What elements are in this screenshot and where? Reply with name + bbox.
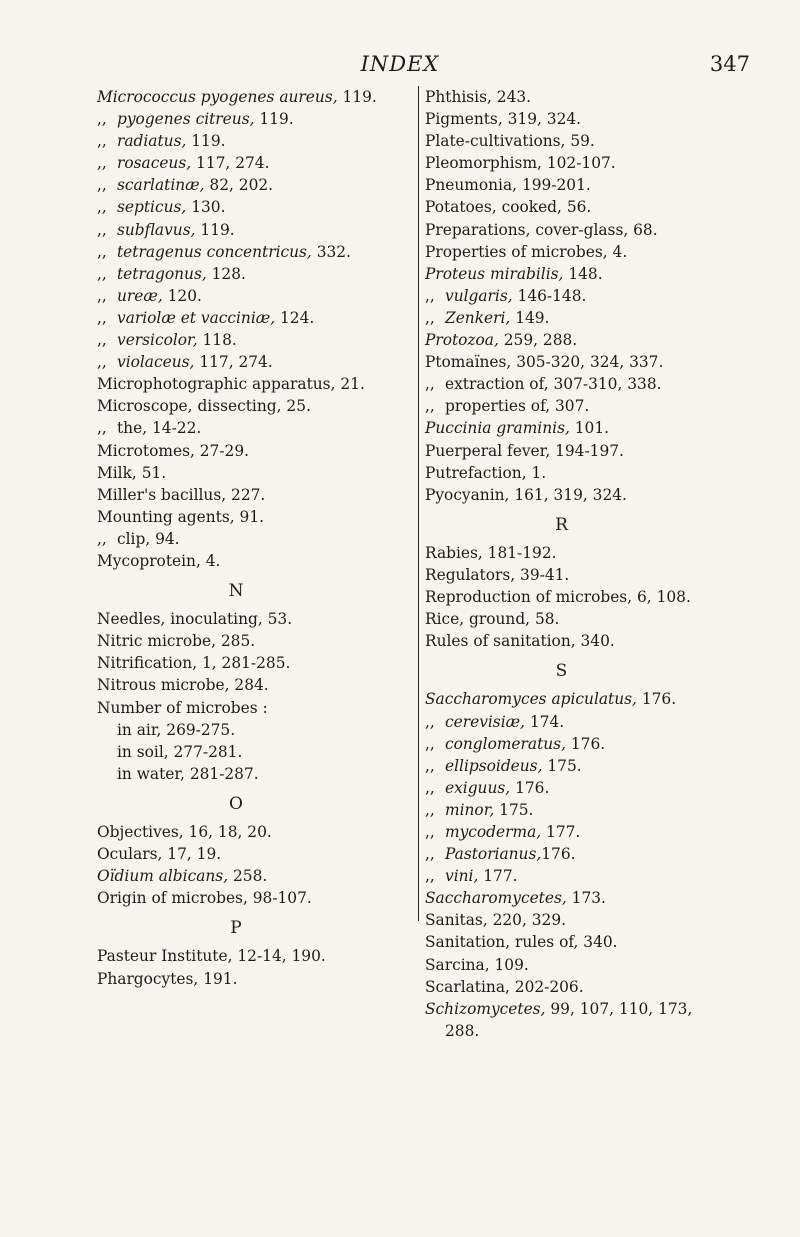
entry-text: 99, 107, 110, 173, 288. bbox=[445, 999, 698, 1040]
entry-text: Preparations, cover-glass, 68. bbox=[425, 220, 658, 239]
entry-text: 259, 288. bbox=[498, 331, 578, 350]
index-entry bbox=[425, 755, 718, 777]
entry-text: 175. bbox=[542, 756, 582, 775]
index-entry bbox=[425, 86, 718, 108]
index-entry bbox=[97, 719, 395, 741]
entry-text: 149. bbox=[510, 308, 550, 327]
ditto-mark: ,, bbox=[97, 198, 107, 217]
entry-text: Reproduction of microbes, 6, 108. bbox=[425, 588, 691, 607]
ditto-mark: ,, bbox=[425, 397, 435, 416]
entry-text: Mycoprotein, 4. bbox=[97, 551, 221, 570]
entry-text: 146-148. bbox=[512, 286, 587, 305]
index-entry bbox=[97, 241, 395, 263]
index-entry bbox=[97, 843, 395, 865]
index-entry-list bbox=[425, 688, 718, 1042]
entry-text: clip, 94. bbox=[117, 529, 180, 548]
entry-text: Pasteur Institute, 12-14, 190. bbox=[97, 947, 326, 966]
index-entry bbox=[425, 998, 718, 1042]
entry-text: Nitric microbe, 285. bbox=[97, 632, 256, 651]
entry-text: 119. bbox=[337, 88, 377, 106]
entry-term: rosaceus, bbox=[117, 154, 192, 173]
entry-text: Needles, inoculating, 53. bbox=[97, 610, 293, 629]
index-entry bbox=[97, 674, 395, 696]
index-entry bbox=[97, 86, 395, 108]
entry-text: Potatoes, cooked, 56. bbox=[425, 198, 592, 217]
entry-text: Puerperal fever, 194-197. bbox=[425, 441, 624, 460]
entry-text: 119. bbox=[186, 132, 226, 151]
ditto-mark: ,, bbox=[425, 375, 435, 394]
entry-text: 130. bbox=[186, 198, 226, 217]
index-entry bbox=[97, 821, 395, 843]
entry-text: 101. bbox=[569, 419, 610, 438]
entry-text: Regulators, 39-41. bbox=[425, 565, 570, 584]
index-entry bbox=[97, 528, 395, 550]
index-entry bbox=[425, 219, 718, 241]
ditto-mark: ,, bbox=[97, 220, 107, 239]
entry-text: properties of, 307. bbox=[445, 397, 590, 416]
entry-text: Number of microbes : bbox=[97, 698, 268, 717]
index-entry bbox=[425, 484, 718, 506]
section-heading-o: O bbox=[229, 793, 243, 814]
ditto-mark: ,, bbox=[97, 132, 107, 151]
index-entry bbox=[425, 564, 718, 586]
entry-text: Origin of microbes, 98-107. bbox=[97, 889, 312, 908]
entry-text: Sanitation, rules of, 340. bbox=[425, 933, 618, 952]
index-entry bbox=[425, 777, 718, 799]
ditto-mark: ,, bbox=[425, 756, 435, 775]
index-entry bbox=[425, 887, 718, 909]
entry-term: Schizomycetes, bbox=[425, 999, 546, 1018]
entry-text: Nitrification, 1, 281-285. bbox=[97, 654, 291, 673]
index-entry bbox=[97, 550, 395, 572]
index-entry bbox=[425, 440, 718, 462]
index-entry bbox=[97, 484, 395, 506]
entry-text: Nitrous microbe, 284. bbox=[97, 676, 269, 695]
index-entry bbox=[97, 351, 395, 373]
index-entry bbox=[425, 630, 718, 652]
running-title: INDEX bbox=[360, 52, 440, 76]
entry-text: 173. bbox=[566, 889, 606, 908]
entry-text: 176. bbox=[636, 690, 677, 709]
entry-term: mycoderma, bbox=[445, 823, 542, 841]
ditto-mark: ,, bbox=[97, 419, 107, 438]
index-entry bbox=[425, 608, 718, 630]
entry-term: pyogenes citreus, bbox=[117, 110, 255, 129]
index-entry bbox=[97, 417, 395, 439]
index-entry bbox=[425, 688, 718, 710]
index-entry bbox=[425, 130, 718, 152]
entry-term: vini, bbox=[445, 867, 479, 886]
ditto-mark: ,, bbox=[425, 845, 435, 864]
ditto-mark: ,, bbox=[425, 734, 435, 753]
entry-text: 148. bbox=[563, 264, 603, 283]
ditto-mark: ,, bbox=[425, 286, 435, 305]
index-entry bbox=[425, 395, 718, 417]
index-entry bbox=[425, 733, 718, 755]
entry-text: 120. bbox=[162, 286, 202, 305]
index-entry bbox=[97, 285, 395, 307]
entry-text: 177. bbox=[478, 867, 518, 886]
index-entry bbox=[425, 586, 718, 608]
entry-text: extraction of, 307-310, 338. bbox=[445, 375, 662, 394]
index-entry bbox=[425, 865, 718, 887]
entry-term: tetragonus, bbox=[117, 264, 207, 283]
entry-text: Ptomaïnes, 305-320, 324, 337. bbox=[425, 353, 664, 372]
ditto-mark: ,, bbox=[425, 867, 435, 886]
section-heading-s: S bbox=[555, 661, 568, 682]
ditto-mark: ,, bbox=[425, 308, 435, 327]
index-entry bbox=[425, 542, 718, 564]
entry-text: in water, 281-287. bbox=[117, 764, 259, 783]
entry-term: Pastorianus, bbox=[445, 845, 542, 864]
entry-term: Oïdium albicans, bbox=[97, 867, 229, 886]
index-entry bbox=[425, 909, 718, 931]
entry-text: Phthisis, 243. bbox=[425, 88, 532, 106]
entry-text: Pleomorphism, 102-107. bbox=[425, 154, 616, 173]
index-entry bbox=[425, 954, 718, 976]
entry-text: 117, 274. bbox=[191, 154, 270, 173]
index-entry bbox=[425, 843, 718, 865]
index-entry bbox=[97, 219, 395, 241]
section-heading-n: N bbox=[228, 581, 244, 602]
ditto-mark: ,, bbox=[425, 712, 435, 731]
entry-text: Oculars, 17, 19. bbox=[97, 845, 222, 864]
entry-term: Micrococcus pyogenes aureus, bbox=[97, 88, 338, 106]
entry-text: 258. bbox=[228, 867, 268, 886]
entry-text: 177. bbox=[541, 823, 581, 841]
entry-text: Objectives, 16, 18, 20. bbox=[97, 823, 272, 841]
entry-term: subflavus, bbox=[117, 220, 196, 239]
index-entry bbox=[425, 307, 718, 329]
ditto-mark: ,, bbox=[97, 353, 107, 372]
entry-term: conglomeratus, bbox=[445, 734, 566, 753]
entry-text: Rice, ground, 58. bbox=[425, 610, 560, 629]
entry-term: septicus, bbox=[117, 198, 187, 217]
entry-text: 175. bbox=[494, 800, 534, 819]
entry-text: Microphotographic apparatus, 21. bbox=[97, 375, 365, 394]
entry-text: Milk, 51. bbox=[97, 463, 167, 482]
index-entry-list bbox=[97, 86, 395, 572]
entry-text: 128. bbox=[206, 264, 246, 283]
index-entry bbox=[97, 697, 395, 719]
entry-text: Rules of sanitation, 340. bbox=[425, 632, 615, 651]
index-entry bbox=[425, 152, 718, 174]
section-heading-p: P bbox=[230, 918, 242, 939]
entry-text: the, 14-22. bbox=[117, 419, 202, 438]
page-number: 347 bbox=[709, 52, 750, 76]
index-entry bbox=[425, 373, 718, 395]
ditto-mark: ,, bbox=[97, 264, 107, 283]
index-entry bbox=[425, 285, 718, 307]
entry-text: 117, 274. bbox=[194, 353, 273, 372]
entry-term: scarlatinæ, bbox=[117, 176, 205, 195]
ditto-mark: ,, bbox=[425, 800, 435, 819]
index-entry-list bbox=[97, 608, 395, 785]
index-entry bbox=[97, 307, 395, 329]
ditto-mark: ,, bbox=[97, 242, 107, 261]
index-entry bbox=[425, 931, 718, 953]
entry-term: Puccinia graminis, bbox=[425, 419, 570, 438]
index-entry bbox=[97, 440, 395, 462]
entry-term: vulgaris, bbox=[445, 286, 513, 305]
page-header bbox=[0, 52, 800, 82]
entry-text: Pneumonia, 199-201. bbox=[425, 176, 591, 195]
entry-text: Sarcina, 109. bbox=[425, 955, 529, 974]
index-entry bbox=[97, 174, 395, 196]
index-entry-list bbox=[97, 945, 395, 989]
index-entry bbox=[97, 865, 395, 887]
entry-term: Proteus mirabilis, bbox=[425, 264, 564, 283]
entry-text: Phargocytes, 191. bbox=[97, 969, 238, 988]
index-entry bbox=[425, 108, 718, 130]
ditto-mark: ,, bbox=[97, 154, 107, 173]
entry-text: Mounting agents, 91. bbox=[97, 507, 265, 526]
ditto-mark: ,, bbox=[425, 823, 435, 841]
index-entry bbox=[97, 373, 395, 395]
index-entry bbox=[97, 945, 395, 967]
entry-text: 82, 202. bbox=[204, 176, 274, 195]
left-column bbox=[97, 86, 395, 990]
entry-term: radiatus, bbox=[117, 132, 187, 151]
index-entry bbox=[97, 968, 395, 990]
entry-term: minor, bbox=[445, 800, 495, 819]
ditto-mark: ,, bbox=[97, 331, 107, 350]
entry-term: variolæ et vacciniæ, bbox=[117, 308, 276, 327]
ditto-mark: ,, bbox=[97, 110, 107, 129]
index-entry bbox=[425, 196, 718, 218]
entry-text: Microtomes, 27-29. bbox=[97, 441, 250, 460]
entry-text: 176. bbox=[541, 845, 576, 864]
entry-term: ureæ, bbox=[117, 286, 163, 305]
index-entry bbox=[425, 174, 718, 196]
entry-text: Properties of microbes, 4. bbox=[425, 242, 628, 261]
entry-term: tetragenus concentricus, bbox=[117, 242, 312, 261]
entry-text: 174. bbox=[525, 712, 565, 731]
index-entry bbox=[425, 263, 718, 285]
index-entry bbox=[425, 351, 718, 373]
entry-text: Sanitas, 220, 329. bbox=[425, 911, 567, 930]
index-entry bbox=[97, 741, 395, 763]
entry-text: Pigments, 319, 324. bbox=[425, 110, 582, 129]
ditto-mark: ,, bbox=[97, 308, 107, 327]
entry-term: Saccharomycetes, bbox=[425, 889, 567, 908]
entry-text: Rabies, 181-192. bbox=[425, 543, 557, 562]
index-entry bbox=[425, 976, 718, 998]
index-entry bbox=[97, 152, 395, 174]
right-column bbox=[418, 86, 718, 1040]
entry-text: 176. bbox=[565, 734, 606, 753]
entry-text: 119. bbox=[195, 220, 235, 239]
index-entry bbox=[425, 417, 718, 439]
index-entry bbox=[97, 196, 395, 218]
index-entry bbox=[97, 630, 395, 652]
ditto-mark: ,, bbox=[97, 529, 107, 548]
index-entry bbox=[97, 108, 395, 130]
entry-text: 332. bbox=[311, 242, 351, 261]
entry-text: in air, 269-275. bbox=[117, 720, 236, 739]
entry-text: 119. bbox=[254, 110, 294, 129]
ditto-mark: ,, bbox=[97, 286, 107, 305]
ditto-mark: ,, bbox=[425, 778, 435, 797]
entry-term: versicolor, bbox=[117, 331, 198, 350]
ditto-mark: ,, bbox=[97, 176, 107, 195]
index-entry-list bbox=[425, 542, 718, 652]
index-entry bbox=[97, 608, 395, 630]
index-entry bbox=[425, 329, 718, 351]
index-entry bbox=[425, 711, 718, 733]
index-entry bbox=[97, 887, 395, 909]
entry-term: Zenkeri, bbox=[445, 308, 511, 327]
entry-term: violaceus, bbox=[117, 353, 195, 372]
index-entry-list bbox=[97, 821, 395, 909]
index-entry bbox=[425, 462, 718, 484]
index-entry bbox=[97, 263, 395, 285]
entry-text: Plate-cultivations, 59. bbox=[425, 132, 595, 151]
index-entry bbox=[97, 329, 395, 351]
index-entry bbox=[97, 462, 395, 484]
entry-term: Protozoa, bbox=[425, 331, 499, 350]
index-entry-list bbox=[425, 86, 718, 506]
index-entry bbox=[97, 652, 395, 674]
entry-text: 176. bbox=[510, 778, 550, 797]
entry-term: ellipsoideus, bbox=[445, 756, 543, 775]
entry-text: 118. bbox=[197, 331, 237, 350]
entry-term: exiguus, bbox=[445, 778, 511, 797]
entry-text: in soil, 277-281. bbox=[117, 742, 243, 761]
index-entry bbox=[425, 241, 718, 263]
entry-term: cerevisiæ, bbox=[445, 712, 525, 731]
entry-text: Miller's bacillus, 227. bbox=[97, 485, 266, 504]
entry-text: Scarlatina, 202-206. bbox=[425, 977, 584, 996]
index-entry bbox=[97, 130, 395, 152]
index-entry bbox=[425, 799, 718, 821]
entry-term: Saccharomyces apiculatus, bbox=[425, 690, 637, 709]
entry-text: Pyocyanin, 161, 319, 324. bbox=[425, 485, 627, 504]
index-entry bbox=[97, 506, 395, 528]
index-entry bbox=[97, 763, 395, 785]
section-heading-r: R bbox=[555, 514, 568, 535]
index-entry bbox=[97, 395, 395, 417]
entry-text: Putrefaction, 1. bbox=[425, 463, 547, 482]
entry-text: Microscope, dissecting, 25. bbox=[97, 397, 311, 416]
index-entry bbox=[425, 821, 718, 843]
entry-text: 124. bbox=[275, 308, 315, 327]
